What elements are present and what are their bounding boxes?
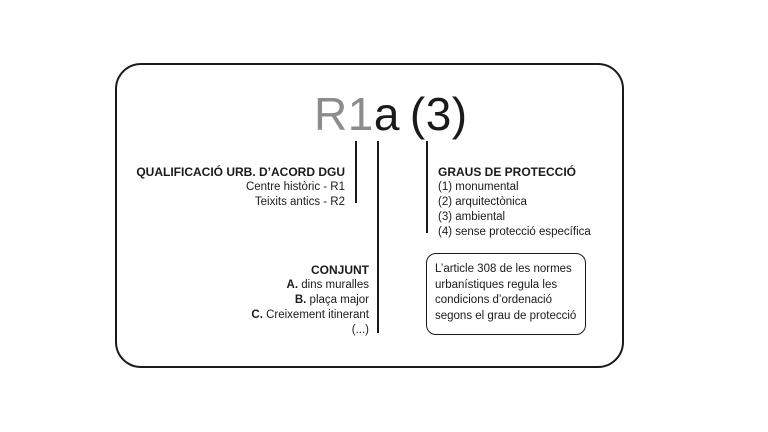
conjunt-item-text: plaça major [309, 294, 369, 306]
conjunt-item [251, 293, 369, 308]
graus-item: (1) monumental [438, 181, 519, 193]
conjunt-item-prefix: B. [294, 294, 307, 306]
zone-code-grade: (3) [409, 88, 468, 140]
zone-code [314, 86, 468, 142]
conjunt-item-prefix: C. [251, 309, 263, 321]
conjunt-item [251, 278, 369, 293]
graus-title: GRAUS DE PROTECCIÓ [438, 165, 577, 179]
note-line: condicions d’ordenació [435, 294, 552, 306]
conjunt-ellipsis: (...) [351, 324, 369, 336]
conjunt-title: CONJUNT [310, 263, 369, 277]
connector-qualificacio [355, 141, 357, 203]
graus-item: (2) arquitectònica [438, 196, 527, 208]
qualificacio-item: Centre històric - R1 [245, 181, 345, 193]
graus-item: (4) sense protecció específica [438, 226, 591, 238]
conjunt-item-text: dins muralles [301, 279, 369, 291]
graus-item: (3) ambiental [438, 211, 506, 223]
note-line: urbanístiques regula les [435, 278, 558, 291]
conjunt-item-text: Creixement itinerant [266, 309, 369, 321]
zone-code-subzone: a [373, 88, 400, 140]
connector-graus [426, 141, 428, 233]
qualificacio-block [136, 164, 345, 210]
note-line: L’article 308 de les normes [435, 263, 572, 275]
qualificacio-item: Teixits antics - R2 [254, 196, 345, 208]
zone-code-r1: R1 [314, 88, 374, 140]
article-note [426, 253, 586, 335]
conjunt-item [251, 308, 369, 323]
note-line: segons el grau de protecció [435, 309, 577, 322]
connector-conjunt [377, 141, 379, 333]
conjunt-block [251, 262, 369, 338]
graus-block [438, 164, 591, 240]
conjunt-item-prefix: A. [286, 279, 299, 291]
qualificacio-title: QUALIFICACIÓ URB. D’ACORD DGU [136, 165, 345, 179]
